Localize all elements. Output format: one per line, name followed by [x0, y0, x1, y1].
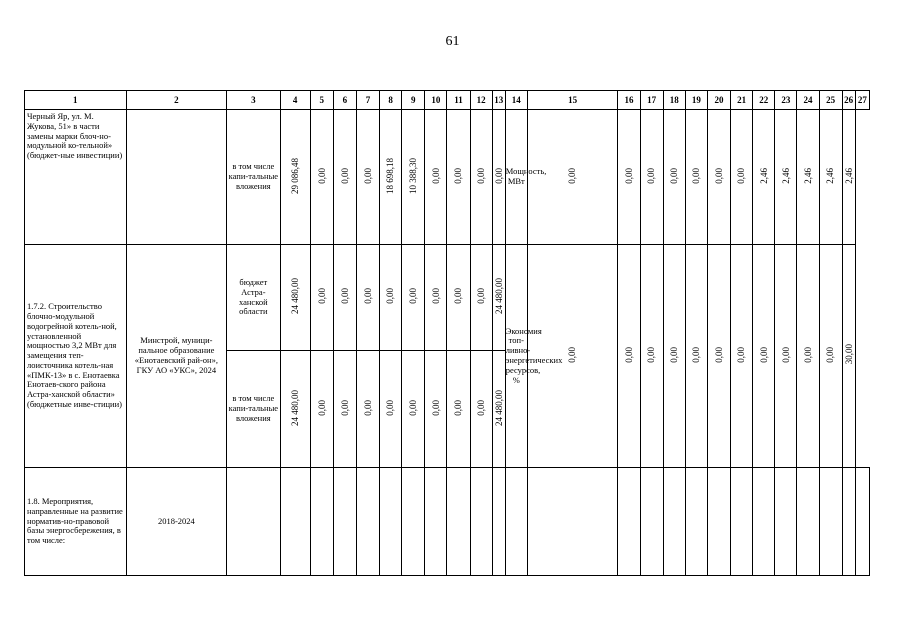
value-cell	[753, 245, 775, 468]
value-cell	[402, 245, 425, 351]
value-cell	[402, 110, 425, 245]
table-row	[25, 110, 870, 245]
value-text: 24 480,00	[493, 278, 504, 315]
value-cell	[492, 351, 505, 468]
value-text: 0,00	[780, 346, 791, 363]
column-header: 9	[402, 91, 425, 110]
value-cell	[685, 110, 707, 245]
indicator-name: Мощность, МВт	[505, 110, 527, 245]
empty-cell	[380, 468, 402, 576]
value-cell	[470, 245, 492, 351]
column-header: 22	[753, 91, 775, 110]
value-cell	[402, 351, 425, 468]
indicator-name: Экономия топ-ливно-энергетических ресурсов, %	[505, 245, 527, 468]
value-cell	[797, 110, 819, 245]
table-row	[25, 468, 870, 576]
value-text: 0,00	[736, 167, 747, 184]
value-cell	[707, 245, 730, 468]
value-text: 0,00	[408, 399, 419, 416]
value-text: 0,00	[316, 167, 327, 184]
value-text: 0,00	[339, 288, 350, 304]
value-text: 24 480,00	[493, 389, 504, 426]
executor-cell	[126, 110, 227, 245]
empty-cell	[227, 468, 280, 576]
column-header: 20	[707, 91, 730, 110]
value-text: 0,00	[453, 288, 464, 304]
value-text: 18 698,18	[385, 157, 396, 194]
value-text: 0,00	[669, 346, 680, 363]
value-text: 0,00	[430, 399, 441, 416]
empty-cell	[356, 468, 379, 576]
value-text: 0,00	[475, 288, 486, 304]
value-cell	[707, 110, 730, 245]
empty-cell	[753, 468, 775, 576]
value-cell	[819, 110, 842, 245]
value-text: 0,00	[736, 346, 747, 363]
value-cell	[842, 245, 855, 468]
value-text: 2,46	[843, 167, 854, 184]
program-table	[24, 90, 870, 576]
value-cell	[356, 351, 379, 468]
column-header: 26	[842, 91, 855, 110]
value-text: 0,00	[669, 167, 680, 184]
value-text: 0,00	[646, 167, 657, 184]
value-cell	[280, 245, 310, 351]
value-text: 0,00	[691, 346, 702, 363]
empty-cell	[775, 468, 797, 576]
value-text: 0,00	[758, 346, 769, 363]
column-header: 2	[126, 91, 227, 110]
column-header: 13	[492, 91, 505, 110]
value-text: 0,00	[316, 288, 327, 304]
table-row	[25, 245, 870, 351]
column-header: 17	[640, 91, 663, 110]
value-cell	[333, 245, 356, 351]
measure-name: Черный Яр, ул. М. Жукова, 51» в части замены марки блоч-но-модульной ко-тельной» (бюджет-ные инвестиции)	[25, 110, 127, 245]
value-cell	[640, 245, 663, 468]
empty-cell	[310, 468, 333, 576]
empty-cell	[470, 468, 492, 576]
value-text: 0,00	[408, 288, 419, 304]
column-header: 23	[775, 91, 797, 110]
value-cell	[310, 110, 333, 245]
column-header: 6	[333, 91, 356, 110]
value-cell	[356, 110, 379, 245]
value-cell	[447, 245, 470, 351]
column-header: 3	[227, 91, 280, 110]
column-header: 1	[25, 91, 127, 110]
value-cell	[333, 110, 356, 245]
value-text: 29 086,48	[289, 157, 300, 194]
column-header: 21	[731, 91, 753, 110]
value-text: 0,00	[385, 399, 396, 416]
value-cell	[447, 110, 470, 245]
value-cell	[425, 245, 447, 351]
value-text: 10 388,30	[408, 157, 419, 194]
value-cell	[380, 351, 402, 468]
value-cell	[842, 110, 855, 245]
value-text: 0,00	[475, 399, 486, 416]
empty-cell	[402, 468, 425, 576]
value-text: 0,00	[430, 288, 441, 304]
empty-cell	[492, 468, 505, 576]
empty-cell	[280, 468, 310, 576]
empty-cell	[425, 468, 447, 576]
value-text: 2,46	[802, 167, 813, 184]
value-text: 0,00	[646, 346, 657, 363]
value-text: 0,00	[362, 399, 373, 416]
funding-source: в том числе капи-тальные вложения	[227, 351, 280, 468]
value-cell	[310, 245, 333, 351]
value-cell	[618, 245, 640, 468]
empty-cell	[855, 468, 869, 576]
column-header: 12	[470, 91, 492, 110]
value-text: 0,00	[802, 346, 813, 363]
value-text: 0,00	[713, 167, 724, 184]
value-cell	[280, 351, 310, 468]
empty-cell	[333, 468, 356, 576]
column-header: 10	[425, 91, 447, 110]
column-header: 16	[618, 91, 640, 110]
header-row	[25, 91, 870, 110]
column-header: 14	[505, 91, 527, 110]
value-cell	[310, 351, 333, 468]
value-text: 0,00	[453, 167, 464, 184]
column-header: 8	[380, 91, 402, 110]
empty-cell	[842, 468, 855, 576]
value-text: 2,46	[780, 167, 791, 184]
value-text: 0,00	[362, 288, 373, 304]
value-text: 0,00	[475, 167, 486, 184]
empty-cell	[731, 468, 753, 576]
value-text: 0,00	[362, 167, 373, 184]
value-cell	[731, 245, 753, 468]
column-header: 4	[280, 91, 310, 110]
value-cell	[470, 110, 492, 245]
value-text: 24 480,00	[289, 389, 300, 426]
empty-cell	[685, 468, 707, 576]
value-cell	[380, 110, 402, 245]
value-cell	[618, 110, 640, 245]
value-cell	[640, 110, 663, 245]
measure-name: 1.8. Мероприятия, направленные на развитие норматив-но-правовой базы энергосбережения, в том числе:	[25, 468, 127, 576]
column-header: 25	[819, 91, 842, 110]
value-text: 30,00	[843, 344, 854, 365]
value-text: 2,46	[758, 167, 769, 184]
value-cell	[470, 351, 492, 468]
value-text: 0,00	[316, 399, 327, 416]
value-text: 0,00	[567, 346, 578, 363]
value-cell	[663, 110, 685, 245]
value-cell	[333, 351, 356, 468]
empty-cell	[819, 468, 842, 576]
empty-cell	[640, 468, 663, 576]
value-cell	[685, 245, 707, 468]
empty-cell	[447, 468, 470, 576]
empty-cell	[505, 468, 527, 576]
value-text: 0,00	[567, 167, 578, 184]
empty-cell	[618, 468, 640, 576]
column-header: 19	[685, 91, 707, 110]
value-cell	[775, 245, 797, 468]
funding-source: в том числе капи-тальные вложения	[227, 110, 280, 245]
value-text: 0,00	[385, 288, 396, 304]
executor-cell: 2018-2024	[126, 468, 227, 576]
value-cell	[356, 245, 379, 351]
page-number: 61	[445, 34, 460, 49]
value-cell	[380, 245, 402, 351]
value-cell	[527, 110, 618, 245]
value-text: 0,00	[623, 346, 634, 363]
value-cell	[425, 110, 447, 245]
column-header: 27	[855, 91, 869, 110]
value-cell	[447, 351, 470, 468]
value-text: 0,00	[430, 167, 441, 184]
value-text: 24 480,00	[289, 278, 300, 315]
value-cell	[797, 245, 819, 468]
executor-cell: Минстрой, муници-пальное образование «Енотаевский рай-он», ГКУ АО «УКС», 2024	[126, 245, 227, 468]
column-header: 24	[797, 91, 819, 110]
value-cell	[492, 245, 505, 351]
value-cell	[425, 351, 447, 468]
empty-cell	[663, 468, 685, 576]
value-text: 0,00	[825, 346, 836, 363]
value-text: 0,00	[493, 167, 504, 184]
value-cell	[775, 110, 797, 245]
value-text: 0,00	[713, 346, 724, 363]
value-text: 0,00	[623, 167, 634, 184]
funding-source: бюджет Астра-ханской области	[227, 245, 280, 351]
value-cell	[819, 245, 842, 468]
column-header: 15	[527, 91, 618, 110]
empty-cell	[527, 468, 618, 576]
value-text: 0,00	[691, 167, 702, 184]
column-header: 11	[447, 91, 470, 110]
empty-cell	[707, 468, 730, 576]
value-text: 0,00	[453, 399, 464, 416]
value-cell	[280, 110, 310, 245]
value-cell	[753, 110, 775, 245]
value-cell	[731, 110, 753, 245]
empty-cell	[797, 468, 819, 576]
value-text: 0,00	[339, 399, 350, 416]
value-cell	[663, 245, 685, 468]
measure-name: 1.7.2. Строительство блочно-модульной водогрейной котель-ной, установленной мощностью 3,2 МВт для замещения теп-лоисточника котель-ная «ПМК-13» в с. Енотаевка Енотаев-ского района Астра-ханской области» (бюджетные инве-стиции)	[25, 245, 127, 468]
column-header: 18	[663, 91, 685, 110]
column-header: 7	[356, 91, 379, 110]
column-header: 5	[310, 91, 333, 110]
value-text: 2,46	[825, 167, 836, 184]
value-cell	[492, 110, 505, 245]
value-text: 0,00	[339, 167, 350, 184]
